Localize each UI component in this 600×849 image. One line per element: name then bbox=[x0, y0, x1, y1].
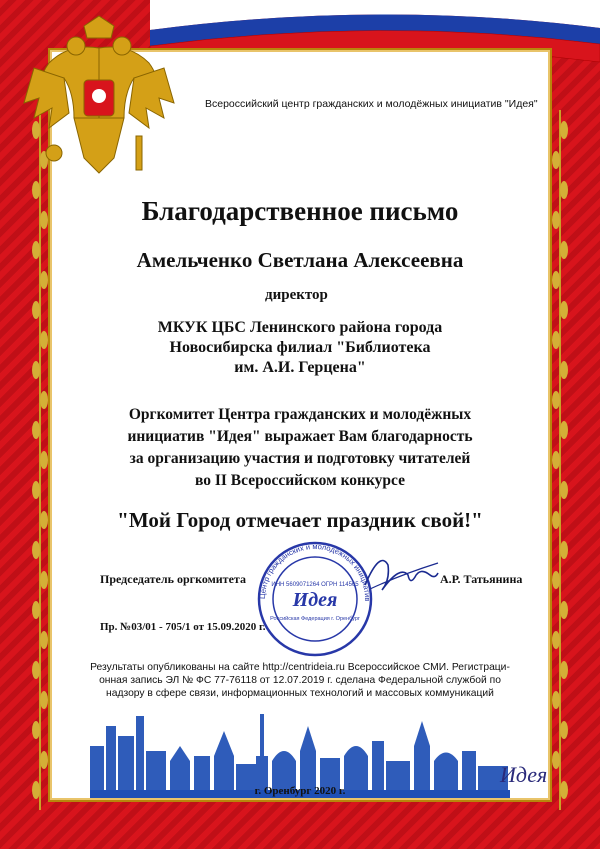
results-line: надзору в сфере связи, информационных технологий и массовых коммуникаций bbox=[106, 688, 494, 699]
idea-logo: Идея bbox=[500, 762, 548, 787]
signature-scribble-icon bbox=[360, 545, 440, 595]
gratitude-text bbox=[80, 404, 520, 492]
document-number: Пр. №03/01 - 705/1 от 15.09.2020 г. bbox=[100, 621, 266, 633]
recipient-position: директор bbox=[265, 287, 328, 303]
stamp-bottom-text: Российская Федерация г. Оренбург bbox=[270, 616, 360, 622]
body-line: во II Всероссийском конкурсе bbox=[194, 472, 406, 489]
document-title: Благодарственное письмо bbox=[141, 196, 459, 226]
results-notice bbox=[68, 661, 532, 700]
recipient-name: Амельченко Светлана Алексеевна bbox=[136, 248, 464, 272]
org-line: им. А.И. Герцена" bbox=[234, 359, 366, 376]
coat-of-arms-icon bbox=[14, 8, 184, 188]
chair-label: Председатель оргкомитета bbox=[100, 572, 246, 586]
stamp-center-text: Идея bbox=[292, 589, 338, 611]
body-line: за организацию участия и подготовку читателей bbox=[129, 450, 471, 467]
org-line: Новосибирска филиал "Библиотека bbox=[169, 339, 431, 356]
org-line: МКУК ЦБС Ленинского района города bbox=[157, 319, 443, 336]
body-line: Оргкомитет Центра гражданских и молодёжных bbox=[128, 406, 472, 423]
footer-city-year: г. Оренбург 2020 г. bbox=[254, 785, 346, 797]
stamp-ids: ИНН 5609071264 ОГРН 114565 bbox=[271, 582, 359, 588]
results-line: онная запись ЭЛ № ФС 77-76118 от 12.07.2019 г. сделана Федеральной службой по bbox=[99, 675, 501, 686]
header-organization: Всероссийский центр гражданских и молодёжных инициатив "Идея" bbox=[205, 98, 538, 110]
contest-title: "Мой Город отмечает праздник свой!" bbox=[117, 508, 483, 532]
chair-name: А.Р. Татьянина bbox=[440, 572, 523, 586]
recipient-organization bbox=[130, 318, 470, 378]
results-line: Результаты опубликованы на сайте http://centrideia.ru Всероссийское СМИ. Регистраци- bbox=[90, 662, 510, 673]
body-line: инициатив "Идея" выражает Вам благодарность bbox=[127, 428, 473, 445]
stamp-ring-text: Центр гражданских и молодёжных инициатив bbox=[257, 541, 373, 602]
